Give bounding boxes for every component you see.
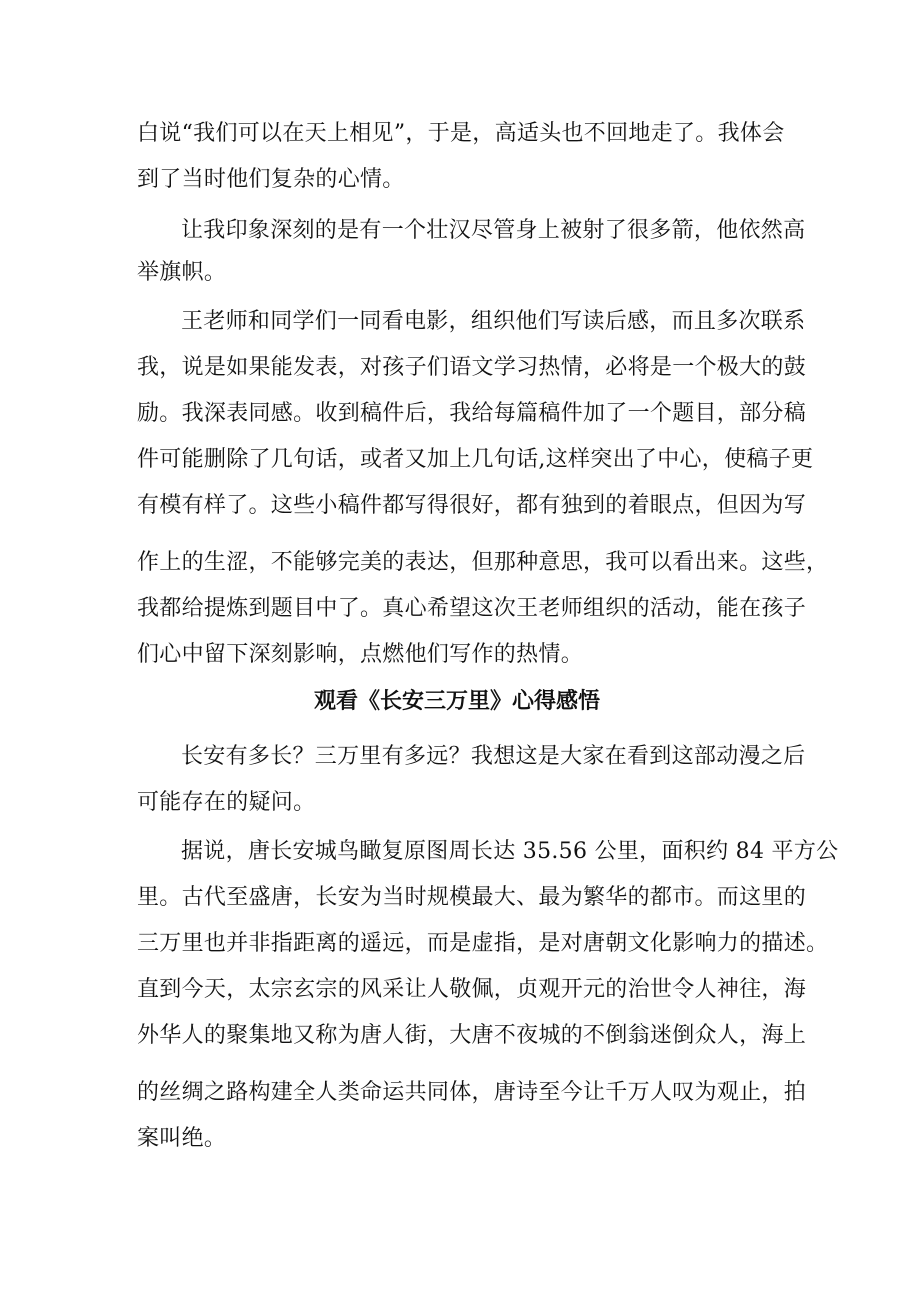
paragraph-3-line-5: 有模有样了。这些小稿件都写得很好，都有独到的着眼点，但因为写 <box>137 493 807 518</box>
paragraph-5-line-3: 三万里也并非指距离的遥远，而是虚指，是对唐朝文化影响力的描述。 <box>137 931 829 956</box>
paragraph-2-line-2: 举旗帜。 <box>137 260 227 285</box>
paragraph-1-line-2: 到了当时他们复杂的心情。 <box>137 167 405 192</box>
paragraph-3-line-7: 我都给提炼到题目中了。真心希望这次王老师组织的活动，能在孩子 <box>137 596 807 621</box>
paragraph-3-line-3: 励。我深表同感。收到稿件后，我给每篇稿件加了一个题目，部分稿 <box>137 401 807 426</box>
paragraph-5-line-7: 案叫绝。 <box>137 1126 227 1151</box>
paragraph-5-line-6: 的丝绸之路构建全人类命运共同体，唐诗至今让千万人叹为观止，拍 <box>137 1080 807 1105</box>
paragraph-1-line-1: 白说“我们可以在天上相见”，于是，高适头也不回地走了。我体会 <box>137 121 785 146</box>
paragraph-4-line-1: 长安有多长？三万里有多远？我想这是大家在看到这部动漫之后 <box>181 744 806 769</box>
section-title: 观看《长安三万里》心得感悟 <box>314 689 601 714</box>
paragraph-3-line-8: 们心中留下深刻影响，点燃他们写作的热情。 <box>137 642 584 667</box>
paragraph-4-line-2: 可能存在的疑问。 <box>137 790 316 815</box>
paragraph-3-line-2: 我，说是如果能发表，对孩子们语文学习热情，必将是一个极大的鼓 <box>137 355 807 380</box>
paragraph-5-line-5: 外华人的聚集地又称为唐人街，大唐不夜城的不倒翁迷倒众人，海上 <box>137 1023 807 1048</box>
paragraph-5-line-1: 据说，唐长安城鸟瞰复原图周长达 35.56 公里，面积约 84 平方公 <box>181 839 839 864</box>
paragraph-5-line-2: 里。古代至盛唐，长安为当时规模最大、最为繁华的都市。而这里的 <box>137 885 807 910</box>
paragraph-2-line-1: 让我印象深刻的是有一个壮汉尽管身上被射了很多箭，他依然高 <box>181 218 806 243</box>
paragraph-3-line-4: 件可能删除了几句话，或者又加上几句话,这样突出了中心，使稿子更 <box>137 447 814 472</box>
paragraph-5-line-4: 直到今天，太宗玄宗的风采让人敬佩，贞观开元的治世令人神往，海 <box>137 977 807 1002</box>
paragraph-3-line-1: 王老师和同学们一同看电影，组织他们写读后感，而且多次联系 <box>181 309 806 334</box>
paragraph-3-line-6: 作上的生涩，不能够完美的表达，但那种意思，我可以看出来。这些， <box>137 550 829 575</box>
